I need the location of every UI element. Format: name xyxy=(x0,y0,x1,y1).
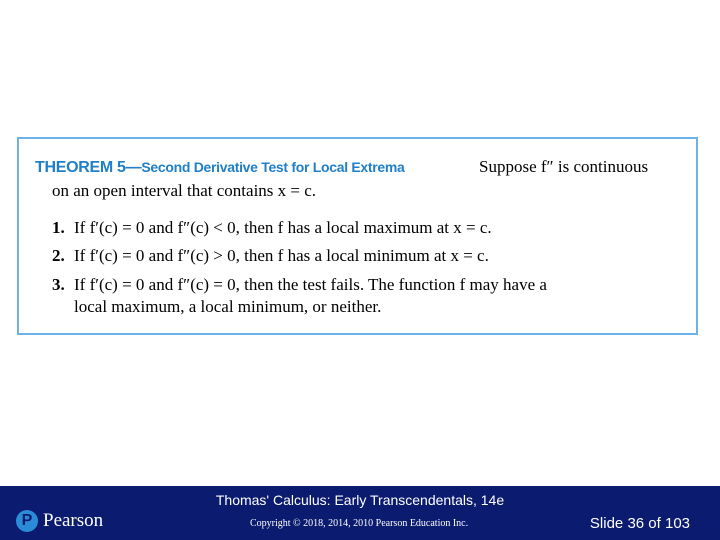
item-number: 2. xyxy=(52,246,65,265)
item-number: 3. xyxy=(52,275,65,294)
theorem-label: THEOREM 5— xyxy=(35,159,142,176)
item-text: If f′(c) = 0 and f″(c) < 0, then f has a local maximum at x = c. xyxy=(74,218,492,237)
theorem-title: Second Derivative Test for Local Extrema xyxy=(141,159,405,175)
theorem-heading xyxy=(35,157,405,177)
theorem-item-2 xyxy=(52,246,489,266)
pearson-logo xyxy=(16,510,103,532)
slide-footer xyxy=(0,486,720,540)
item-number: 1. xyxy=(52,218,65,237)
item-text: If f′(c) = 0 and f″(c) = 0, then the test fails. The function f may have a xyxy=(74,275,547,294)
theorem-item-3 xyxy=(52,275,547,295)
slide-counter: Slide 36 of 103 xyxy=(589,515,690,532)
theorem-intro-cont: on an open interval that contains x = c. xyxy=(52,181,317,200)
theorem-item-1 xyxy=(52,218,492,238)
book-title: Thomas' Calculus: Early Transcendentals, 14e xyxy=(215,492,505,508)
copyright: Copyright © 2018, 2014, 2010 Pearson Education Inc. xyxy=(250,518,469,529)
theorem-item-3-cont: local maximum, a local minimum, or neither. xyxy=(74,297,382,316)
pearson-wordmark: Pearson xyxy=(43,510,104,531)
theorem-intro: Suppose f″ is continuous xyxy=(479,157,649,176)
item-text: If f′(c) = 0 and f″(c) > 0, then f has a local minimum at x = c. xyxy=(74,246,489,265)
pearson-p-icon: P xyxy=(16,510,38,532)
